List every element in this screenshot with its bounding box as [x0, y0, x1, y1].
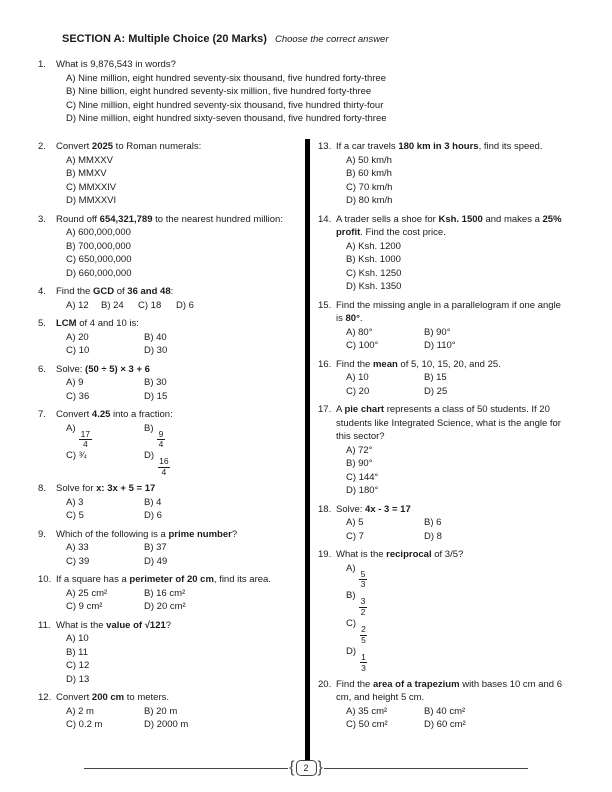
page-footer — [84, 760, 528, 776]
question-1 — [38, 58, 584, 126]
option: A) 33 — [66, 542, 89, 554]
options — [66, 226, 285, 280]
options — [346, 516, 565, 543]
options — [346, 240, 565, 294]
option: A) 10 — [66, 633, 89, 645]
option: D) 25 — [424, 385, 448, 397]
option: B) 16 cm² — [144, 587, 186, 599]
option: B) Ksh. 1000 — [346, 254, 401, 265]
option: C) 39 — [66, 555, 90, 567]
option: D) Nine million, eight hundred sixty-seven thousand, five hundred forty-three — [66, 113, 387, 124]
question-prompt: Convert 4.25 into a fraction: — [56, 409, 173, 420]
question-prompt: Find the missing angle in a parallelogram if one angle is 80°. — [336, 299, 561, 324]
option: C) 50 cm² — [346, 719, 388, 731]
fraction: $\frac{1}{3}$ — [361, 652, 366, 673]
question-number: 10. — [38, 574, 52, 586]
question-11 — [38, 619, 285, 687]
footer-rule-right — [324, 768, 528, 769]
question-prompt: If a square has a perimeter of 20 cm, find its area. — [56, 574, 271, 586]
option: A) 9 — [66, 377, 84, 388]
question-4 — [38, 285, 285, 312]
option: A) 2 m — [66, 705, 94, 717]
option: D) 13 — [66, 673, 90, 685]
option: A) MMXXV — [66, 154, 113, 166]
question-prompt: Solve: (50 ÷ 5) × 3 + 6 — [56, 363, 150, 375]
fraction: $\frac{2}{5}$ — [361, 624, 366, 646]
option: C) 144° — [346, 471, 379, 483]
option: C) Nine million, eight hundred seventy-six thousand, five hundred thirty-four — [66, 99, 384, 111]
question-prompt: A trader sells a shoe for Ksh. 1500 and makes a 25% profit. Find the cost price. — [336, 213, 562, 238]
question-number: 8. — [38, 483, 46, 495]
option: D) 180° — [346, 485, 379, 496]
option: D) 30 — [144, 345, 168, 356]
question-number: 3. — [38, 213, 46, 225]
options — [66, 376, 285, 403]
question-number: 19. — [318, 549, 332, 560]
fraction: $\frac{17}{4}$ — [80, 428, 91, 450]
option: A) 50 km/h — [346, 154, 392, 166]
question-prompt: Which of the following is a prime number? — [56, 528, 238, 540]
question-7 — [38, 408, 285, 477]
option: B) $\frac{9}{4}$ — [144, 422, 285, 450]
question-number: 15. — [318, 299, 332, 311]
question-3 — [38, 213, 285, 281]
question-number: 9. — [38, 528, 46, 540]
option: D) 60 cm² — [424, 719, 466, 731]
options — [346, 562, 565, 673]
question-8 — [38, 482, 285, 523]
options — [346, 371, 565, 398]
option: C) 18 — [138, 299, 162, 311]
question-10 — [38, 573, 285, 614]
options — [66, 587, 285, 614]
question-prompt: Convert 2025 to Roman numerals: — [56, 141, 202, 152]
option: C) 5 — [66, 510, 84, 522]
question-prompt: Round off 654,321,789 to the nearest hundred million: — [56, 213, 283, 225]
option: B) 90° — [346, 458, 373, 469]
right-brace: } — [317, 759, 323, 776]
option: B) 60 km/h — [346, 168, 392, 179]
option: A) 5 — [346, 517, 364, 528]
option: A) $\frac{5}{3}$ — [346, 562, 565, 590]
fraction: $\frac{16}{4}$ — [159, 456, 169, 478]
options — [66, 299, 285, 313]
options — [346, 444, 565, 498]
option: A) 12 — [66, 299, 89, 311]
option: B) 24 — [101, 299, 124, 311]
options — [346, 326, 565, 353]
question-2 — [38, 140, 285, 208]
question-5 — [38, 317, 285, 358]
question-number: 20. — [318, 678, 332, 690]
option: D) 660,000,000 — [66, 267, 132, 279]
options — [66, 705, 285, 732]
section-subtitle: Choose the correct answer — [274, 34, 389, 45]
right-column — [318, 140, 565, 737]
question-prompt: A pie chart represents a class of 50 students. If 20 students like Integrated Science, what is the angle for this sector? — [336, 404, 561, 442]
option: D) MMXXVI — [66, 195, 117, 206]
question-number: 6. — [38, 363, 46, 375]
section-header — [62, 29, 389, 47]
option: C) 70 km/h — [346, 181, 393, 193]
fraction: $\frac{3}{2}$ — [360, 596, 366, 618]
question-12 — [38, 691, 285, 732]
option: C) 20 — [346, 385, 370, 397]
option: D) 6 — [176, 299, 194, 311]
option: D) $\frac{1}{3}$ — [346, 645, 565, 673]
question-number: 11. — [38, 619, 51, 631]
options — [346, 154, 565, 208]
option: C) 0.2 m — [66, 719, 103, 731]
question-number: 1. — [38, 59, 46, 70]
option: C) 10 — [66, 345, 90, 356]
option: C) Ksh. 1250 — [346, 267, 402, 279]
option: C) 650,000,000 — [66, 254, 132, 265]
left-brace: { — [289, 759, 295, 776]
options — [66, 496, 285, 523]
option: B) 6 — [424, 517, 442, 528]
question-prompt: Solve: 4x - 3 = 17 — [336, 503, 411, 515]
question-6 — [38, 363, 285, 404]
option: D) 6 — [144, 510, 162, 522]
option: C) 7 — [346, 530, 364, 542]
option: B) 37 — [144, 542, 167, 554]
question-number: 17. — [318, 404, 332, 415]
option: B) 20 m — [144, 705, 178, 717]
question-prompt: What is the value of √121? — [56, 619, 172, 631]
option: A) Ksh. 1200 — [346, 240, 401, 252]
option: D) $\frac{16}{4}$ — [144, 449, 285, 477]
question-prompt: Convert 200 cm to meters. — [56, 692, 170, 704]
option: D) 8 — [424, 530, 442, 542]
option: D) 49 — [144, 555, 168, 567]
options — [66, 331, 285, 358]
option: B) MMXV — [66, 168, 107, 179]
question-prompt: If a car travels 180 km in 3 hours, find its speed. — [336, 141, 543, 152]
question-number: 12. — [38, 692, 52, 704]
footer-rule-left — [84, 768, 288, 769]
question-number: 16. — [318, 358, 332, 370]
question-number: 4. — [38, 286, 46, 297]
option: A) 3 — [66, 496, 84, 508]
question-prompt: What is 9,876,543 in words? — [56, 59, 176, 70]
question-prompt: LCM of 4 and 10 is: — [56, 318, 139, 329]
option: B) 11 — [66, 646, 89, 658]
question-19 — [318, 548, 565, 673]
section-title: SECTION A: Multiple Choice (20 Marks) — [62, 33, 267, 45]
option: D) 110° — [424, 340, 456, 351]
option: A) 35 cm² — [346, 705, 388, 717]
question-number: 18. — [318, 503, 332, 515]
option: D) 20 cm² — [144, 601, 186, 613]
option: B) $\frac{3}{2}$ — [346, 589, 565, 617]
option: A) Nine million, eight hundred seventy-six thousand, five hundred forty-three — [66, 72, 387, 84]
option: C) 36 — [66, 390, 90, 402]
options — [66, 541, 285, 568]
fraction: $\frac{9}{4}$ — [158, 428, 164, 450]
option: B) 700,000,000 — [66, 240, 131, 252]
option: A) $\frac{17}{4}$ — [66, 422, 144, 450]
options — [346, 705, 565, 732]
question-prompt: Solve for x: 3x + 5 = 17 — [56, 483, 156, 495]
option: B) 15 — [424, 372, 447, 383]
option: A) 10 — [346, 372, 369, 383]
question-9 — [38, 528, 285, 569]
options — [66, 72, 584, 126]
options — [66, 632, 285, 686]
option: C) 12 — [66, 660, 90, 672]
option: B) 30 — [144, 377, 167, 388]
question-1-area — [38, 58, 584, 131]
option: C) MMXXIV — [66, 181, 117, 193]
option: B) 90° — [424, 326, 451, 338]
option: C) $\frac{2}{5}$ — [346, 617, 565, 645]
left-column — [38, 140, 285, 737]
question-prompt: What is the reciprocal of 3/5? — [336, 549, 464, 560]
question-18 — [318, 503, 565, 544]
question-number: 14. — [318, 213, 332, 225]
question-13 — [318, 140, 565, 208]
option: B) Nine billion, eight hundred seventy-six million, five hundred forty-three — [66, 86, 372, 97]
options — [66, 154, 285, 208]
option: B) 4 — [144, 496, 162, 508]
option: D) 15 — [144, 390, 168, 402]
option: A) 80° — [346, 326, 373, 338]
question-number: 7. — [38, 409, 46, 420]
question-number: 13. — [318, 141, 332, 152]
question-prompt: Find the area of a trapezium with bases 10 cm and 6 cm, and height 5 cm. — [336, 678, 563, 704]
option: A) 20 — [66, 331, 89, 343]
page-number: 2 — [296, 760, 317, 776]
question-17 — [318, 403, 565, 498]
question-14 — [318, 213, 565, 294]
question-20 — [318, 678, 565, 732]
option: B) 40 cm² — [424, 705, 466, 717]
option: C) ¾ — [66, 450, 87, 462]
question-16 — [318, 358, 565, 399]
question-prompt: Find the GCD of 36 and 48: — [56, 286, 174, 297]
options — [66, 422, 285, 478]
option: A) 600,000,000 — [66, 227, 131, 238]
option: A) 25 cm² — [66, 587, 108, 599]
fraction: $\frac{5}{3}$ — [360, 568, 366, 590]
column-divider-line — [305, 139, 310, 769]
option: A) 72° — [346, 444, 373, 456]
option: D) Ksh. 1350 — [346, 281, 402, 292]
option: C) 9 cm² — [66, 601, 103, 613]
option: B) 40 — [144, 331, 167, 343]
option: D) 2000 m — [144, 719, 189, 731]
option: C) 100° — [346, 340, 379, 351]
question-15 — [318, 299, 565, 353]
option: D) 80 km/h — [346, 195, 393, 206]
question-number: 2. — [38, 141, 46, 152]
question-number: 5. — [38, 318, 46, 329]
question-prompt: Find the mean of 5, 10, 15, 20, and 25. — [336, 358, 501, 370]
